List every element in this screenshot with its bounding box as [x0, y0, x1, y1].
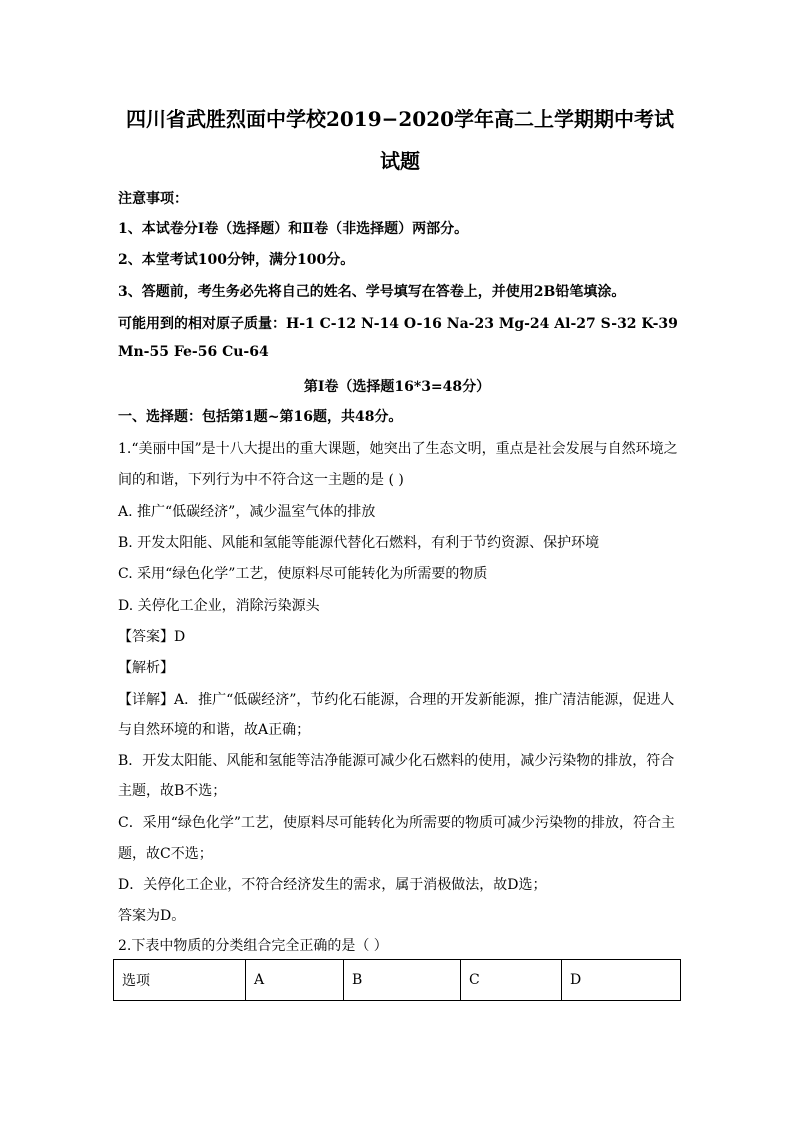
- question1-analysis-heading: 【解析】: [118, 660, 174, 676]
- question1-analysis-line3: B．开发太阳能、风能和氢能等洁净能源可减少化石燃料的使用，减少污染物的排放，符合: [118, 753, 675, 769]
- question1-analysis-line4: 主题，故B不选；: [118, 783, 227, 799]
- question1-analysis-line8: 答案为D。: [118, 908, 186, 924]
- notice-item-2: 2、本堂考试100分钟，满分100分。: [118, 252, 355, 268]
- notice-item-1: 1、本试卷分Ⅰ卷（选择题）和Ⅱ卷（非选择题）两部分。: [118, 221, 469, 237]
- table-header-cell: A: [246, 960, 344, 1001]
- classification-table: [113, 959, 681, 1001]
- table-header-cell: D: [562, 960, 681, 1001]
- table-header-cell: 选项: [114, 960, 246, 1001]
- atomic-masses-line1: 可能用到的相对原子质量：H-1 C-12 N-14 O-16 Na-23 Mg-24 Al-27 S-32 K-39: [118, 316, 678, 332]
- document-title-line2: 试题: [380, 149, 420, 173]
- question1-answer: 【答案】D: [118, 629, 186, 645]
- question1-option-a: A. 推广“低碳经济”，减少温室气体的排放: [118, 504, 376, 520]
- notice-item-3: 3、答题前，考生务必先将自己的姓名、学号填写在答卷上，并使用2B铅笔填涂。: [118, 284, 626, 300]
- table-header-row: [114, 960, 681, 1001]
- question1-analysis-line7: D．关停化工企业，不符合经济发生的需求，属于消极做法，故D选；: [118, 877, 547, 893]
- question1-stem-line2: 间的和谐，下列行为中不符合这一主题的是 ( ): [118, 472, 404, 488]
- question1-option-c: C. 采用“绿色化学”工艺，使原料尽可能转化为所需要的物质: [118, 566, 488, 582]
- table-header-cell: C: [461, 960, 562, 1001]
- question1-option-b: B. 开发太阳能、风能和氢能等能源代替化石燃料，有利于节约资源、保护环境: [118, 535, 600, 551]
- volume-title: 第Ⅰ卷（选择题16*3=48分）: [303, 379, 491, 395]
- notice-heading: 注意事项：: [118, 191, 188, 207]
- question1-stem-line1: 1.“美丽中国”是十八大提出的重大课题，她突出了生态文明，重点是社会发展与自然环境之: [118, 441, 678, 457]
- question1-option-d: D. 关停化工企业，消除污染源头: [118, 598, 320, 614]
- part-title: 一、选择题：包括第1题~第16题，共48分。: [118, 409, 403, 425]
- question1-analysis-line6: 题，故C不选；: [118, 846, 213, 862]
- question1-analysis-line5: C．采用“绿色化学”工艺，使原料尽可能转化为所需要的物质可减少污染物的排放，符合主: [118, 815, 676, 831]
- question2-stem: 2.下表中物质的分类组合完全正确的是（ ）: [118, 938, 388, 954]
- table-header-cell: B: [344, 960, 461, 1001]
- question1-analysis-line1: 【详解】A．推广“低碳经济”，节约化石能源，合理的开发新能源，推广清洁能源，促进人: [118, 692, 675, 708]
- question1-analysis-line2: 与自然环境的和谐，故A正确；: [118, 722, 311, 738]
- document-title-line1: 四川省武胜烈面中学校2019−2020学年高二上学期期中考试: [125, 107, 675, 131]
- atomic-masses-line2: Mn-55 Fe-56 Cu-64: [118, 344, 269, 360]
